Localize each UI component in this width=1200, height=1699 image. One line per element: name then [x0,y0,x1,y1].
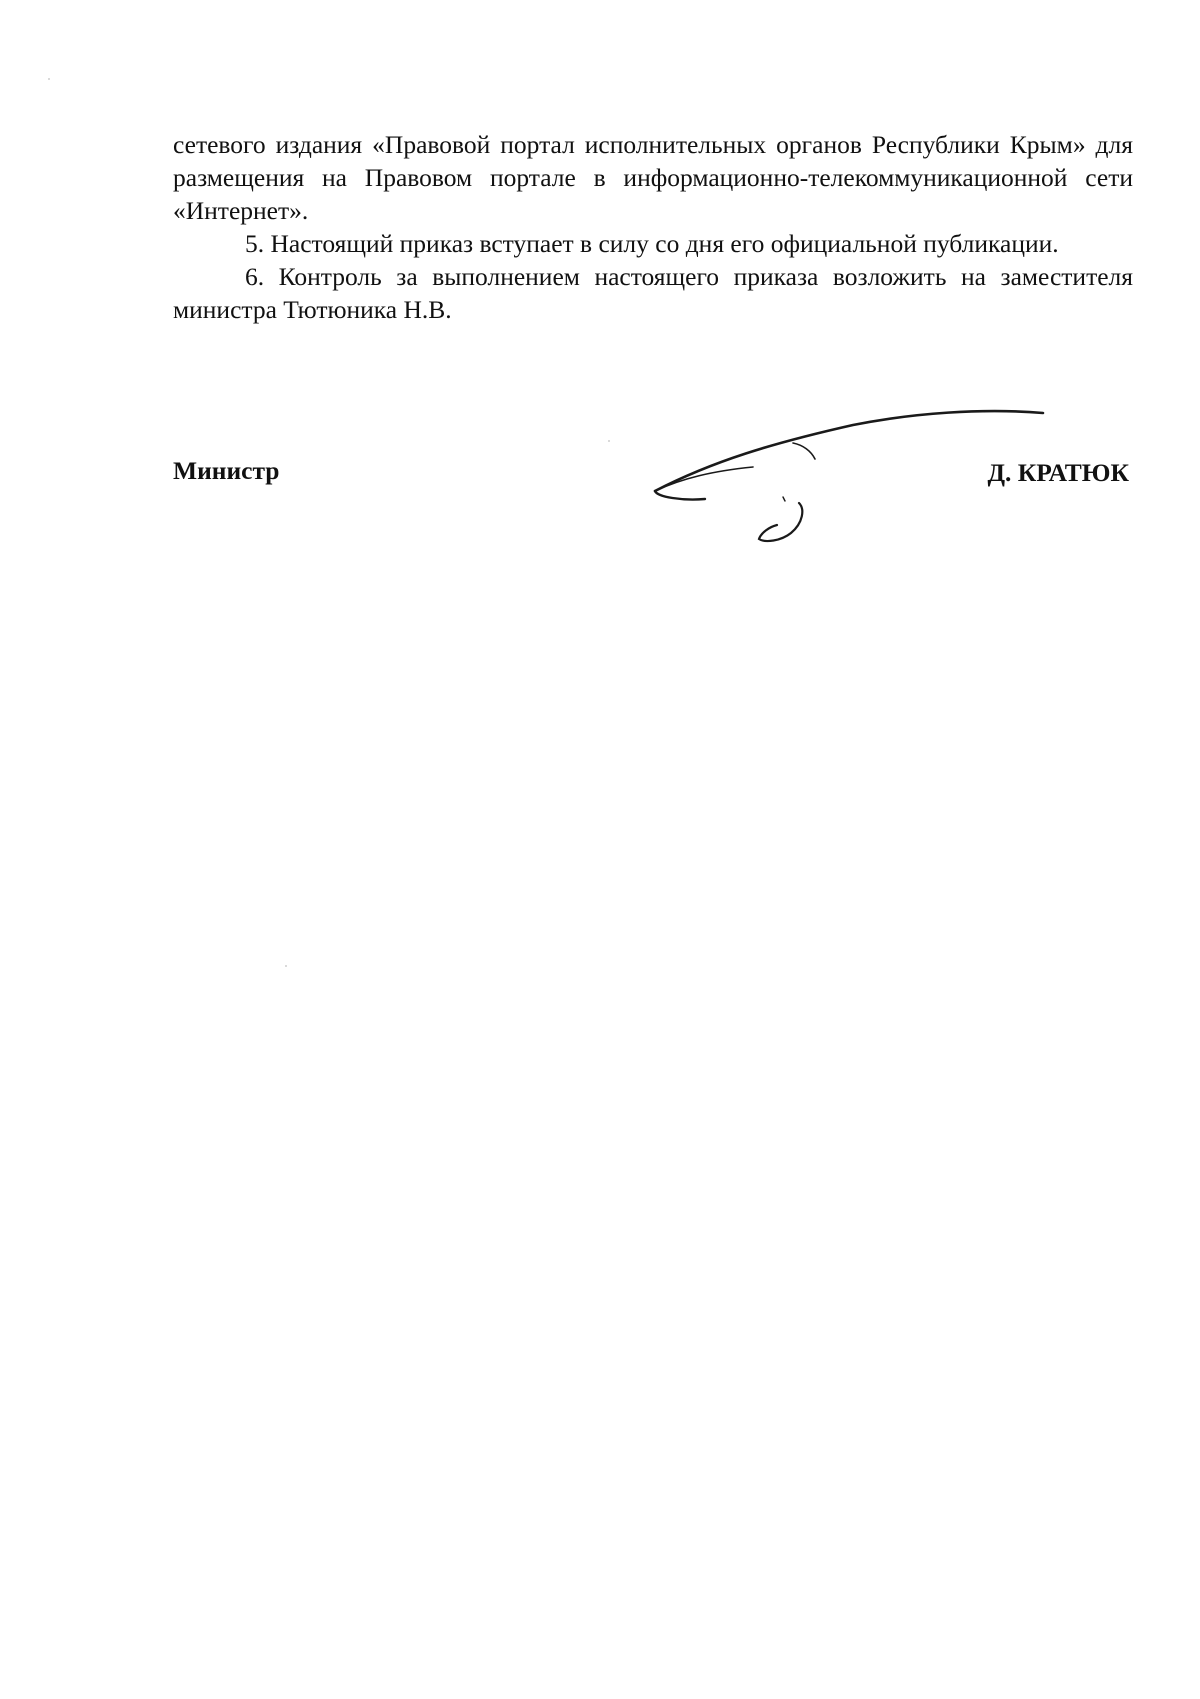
paragraph-item-5: 5. Настоящий приказ вступает в силу со дня его официальной публикации. [245,229,1059,258]
document-body [173,128,1133,326]
scan-speck [48,78,50,80]
signer-name: Д. КРАТЮК [987,458,1129,487]
scan-speck [608,440,610,442]
paragraph-item-6: 6. Контроль за выполнением настоящего приказа возложить на заместителя министра Тютюника Н.В. [173,262,1133,324]
signature-block [173,448,1133,568]
scan-speck [285,965,287,967]
signer-position: Министр [173,456,280,485]
paragraph-continuation: сетевого издания «Правовой портал исполнительных органов Республики Крым» для размещения на Правовом портале в информационно-телекоммуникационной сети «Интернет». [173,130,1133,225]
